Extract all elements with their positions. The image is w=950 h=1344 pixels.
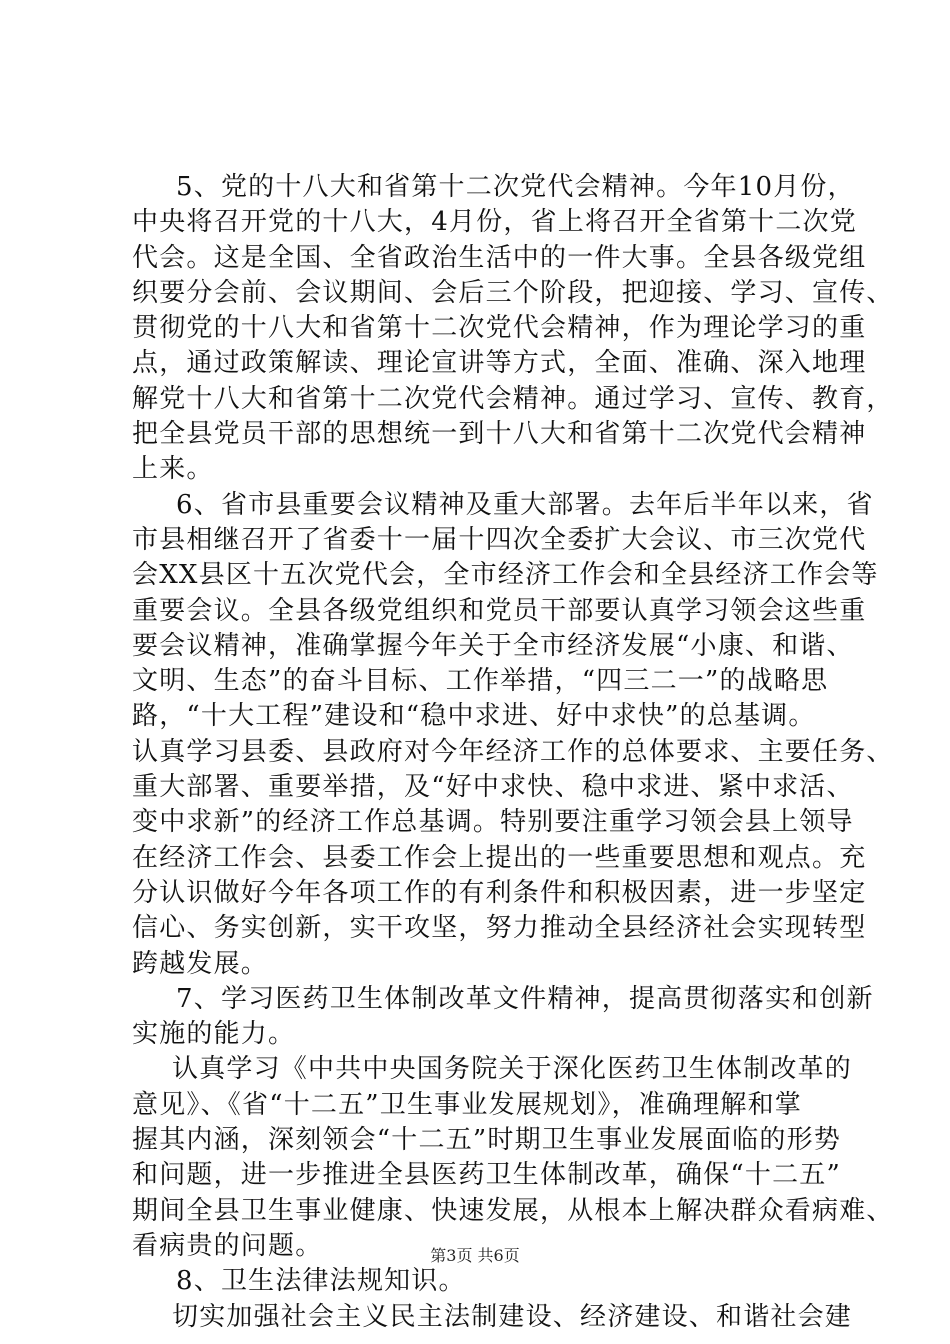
paragraph-line: 在经济工作会、县委工作会上提出的一些重要思想和观点。充: [132, 842, 867, 873]
paragraph-line: 贯彻党的十八大和省第十二次党代会精神，作为理论学习的重: [132, 313, 867, 344]
paragraph-line: 织要分会前、会议期间、会后三个阶段，把迎接、学习、宣传、: [132, 277, 894, 308]
paragraph-line: 市县相继召开了省委十一届十四次全委扩大会议、市三次党代: [132, 524, 867, 555]
paragraph-line: 要会议精神，准确掌握今年关于全市经济发展“小康、和谐、: [132, 630, 854, 661]
paragraph-line: 看病贵的问题。: [132, 1230, 323, 1261]
paragraph-line: 中央将召开党的十八大，4月份，省上将召开全省第十二次党: [132, 207, 857, 238]
document-body: [132, 170, 894, 1335]
paragraph-line: 点，通过政策解读、理论宣讲等方式，全面、准确、深入地理: [132, 348, 867, 379]
paragraph-line: 会XX县区十五次党代会，全市经济工作会和全县经济工作会等: [132, 560, 879, 591]
paragraph-line: 和问题，进一步推进全县医药卫生体制改革，确保“十二五”: [132, 1160, 841, 1191]
paragraph-line: 分认识做好今年各项工作的有利条件和积极因素，进一步坚定: [132, 877, 867, 908]
paragraph-line: 代会。这是全国、全省政治生活中的一件大事。全县各级党组: [132, 242, 867, 273]
paragraph-line: 7、学习医药卫生体制改革文件精神，提高贯彻落实和创新: [176, 983, 874, 1014]
paragraph-line: 信心、务实创新，实干攻坚，努力推动全县经济社会实现转型: [132, 913, 867, 944]
paragraph-line: 跨越发展。: [132, 948, 269, 979]
paragraph-line: 6、省市县重要会议精神及重大部署。去年后半年以来，省: [176, 489, 874, 520]
paragraph-line: 握其内涵，深刻领会“十二五”时期卫生事业发展面临的形势: [132, 1125, 841, 1156]
paragraph-line: 路，“十大工程”建设和“稳中求进、好中求快”的总基调。: [132, 701, 816, 732]
paragraph-line: 意见》、《省“十二五”卫生事业发展规划》，准确理解和掌: [132, 1089, 802, 1120]
paragraph-line: 8、卫生法律法规知识。: [176, 1266, 466, 1297]
paragraph-line: 上来。: [132, 454, 214, 485]
page-footer: 第3页 共6页: [430, 1246, 520, 1265]
paragraph-line: 变中求新”的经济工作总基调。特别要注重学习领会县上领导: [132, 807, 854, 838]
paragraph-line: 切实加强社会主义民主法制建设、经济建设、和谐社会建: [172, 1301, 853, 1332]
paragraph-line: 重大部署、重要举措，及“好中求快、稳中求进、紧中求活、: [132, 772, 854, 803]
paragraph-line: 实施的能力。: [132, 1019, 296, 1050]
paragraph-line: 期间全县卫生事业健康、快速发展，从根本上解决群众看病难、: [132, 1195, 894, 1226]
paragraph-line: 重要会议。全县各级党组织和党员干部要认真学习领会这些重: [132, 595, 867, 626]
paragraph-line: 5、党的十八大和省第十二次党代会精神。今年10月份，: [176, 172, 855, 202]
paragraph-line: 文明、生态”的奋斗目标、工作举措，“四三二一”的战略思: [132, 666, 829, 697]
paragraph-line: 认真学习《中共中央国务院关于深化医药卫生体制改革的: [172, 1054, 853, 1085]
paragraph-line: 认真学习县委、县政府对今年经济工作的总体要求、主要任务、: [132, 736, 894, 767]
paragraph-line: 解党十八大和省第十二次党代会精神。通过学习、宣传、教育，: [132, 383, 894, 414]
paragraph-line: 把全县党员干部的思想统一到十八大和省第十二次党代会精神: [132, 419, 867, 450]
